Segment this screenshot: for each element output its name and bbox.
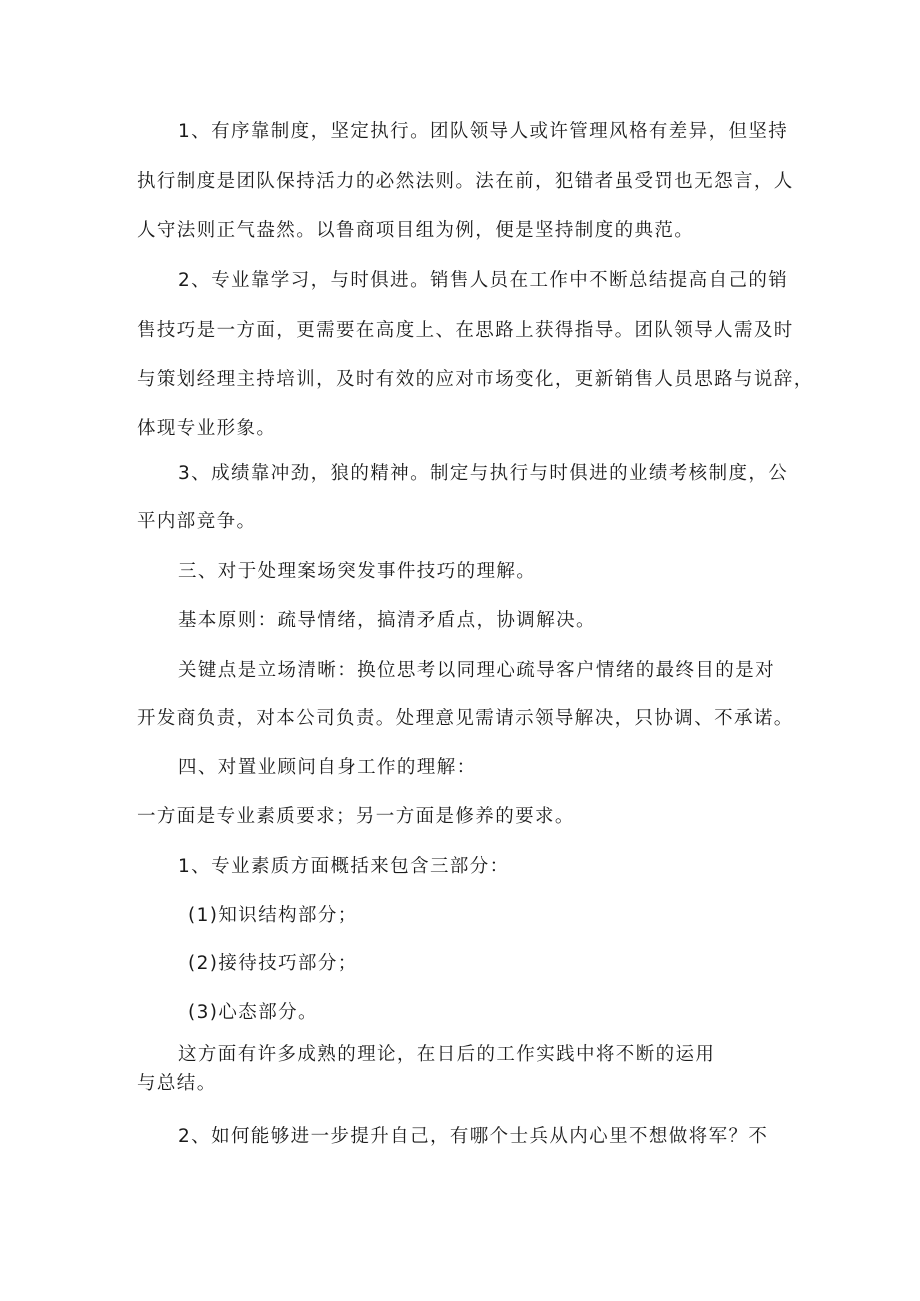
paragraph-line: 平内部竞争。	[137, 511, 257, 532]
paragraph-line: 1、有序靠制度，坚定执行。团队领导人或许管理风格有差异，但坚持	[178, 121, 789, 142]
paragraph-line: 开发商负责，对本公司负责。处理意见需请示领导解决，只协调、不承诺。	[137, 708, 794, 729]
paragraph-line: 这方面有许多成熟的理论，在日后的工作实践中将不断的运用	[178, 1044, 716, 1065]
paragraph-line: 执行制度是团队保持活力的必然法则。法在前，犯错者虽受罚也无怨言，人	[137, 171, 794, 192]
paragraph-line: 一方面是专业素质要求；另一方面是修养的要求。	[137, 806, 575, 827]
paragraph-line: 售技巧是一方面，更需要在高度上、在思路上获得指导。团队领导人需及时	[137, 320, 794, 341]
paragraph-line: 与策划经理主持培训，及时有效的应对市场变化，更新销售人员思路与说辞，	[137, 369, 814, 390]
list-item: (3)心态部分。	[188, 1002, 318, 1023]
paragraph-line: 与总结。	[137, 1073, 217, 1094]
paragraph-line: 基本原则：疏导情绪，搞清矛盾点，协调解决。	[178, 610, 596, 631]
paragraph-line: 关键点是立场清晰：换位思考以同理心疏导客户情绪的最终目的是对	[178, 660, 776, 681]
list-item: (1)知识结构部分；	[188, 905, 358, 926]
paragraph-line: 体现专业形象。	[137, 418, 277, 439]
paragraph-line: 3、成绩靠冲劲，狼的精神。制定与执行与时俱进的业绩考核制度，公	[178, 463, 789, 484]
paragraph-line: 2、如何能够进一步提升自己，有哪个士兵从内心里不想做将军？不	[178, 1126, 769, 1147]
list-heading: 1、专业素质方面概括来包含三部分：	[178, 856, 510, 877]
section-heading: 四、对置业顾问自身工作的理解：	[178, 757, 477, 778]
section-heading: 三、对于处理案场突发事件技巧的理解。	[178, 561, 537, 582]
paragraph-line: 人守法则正气盎然。以鲁商项目组为例，便是坚持制度的典范。	[137, 220, 695, 241]
paragraph-line: 2、专业靠学习，与时俱进。销售人员在工作中不断总结提高自己的销	[178, 270, 789, 291]
list-item: (2)接待技巧部分；	[188, 953, 358, 974]
